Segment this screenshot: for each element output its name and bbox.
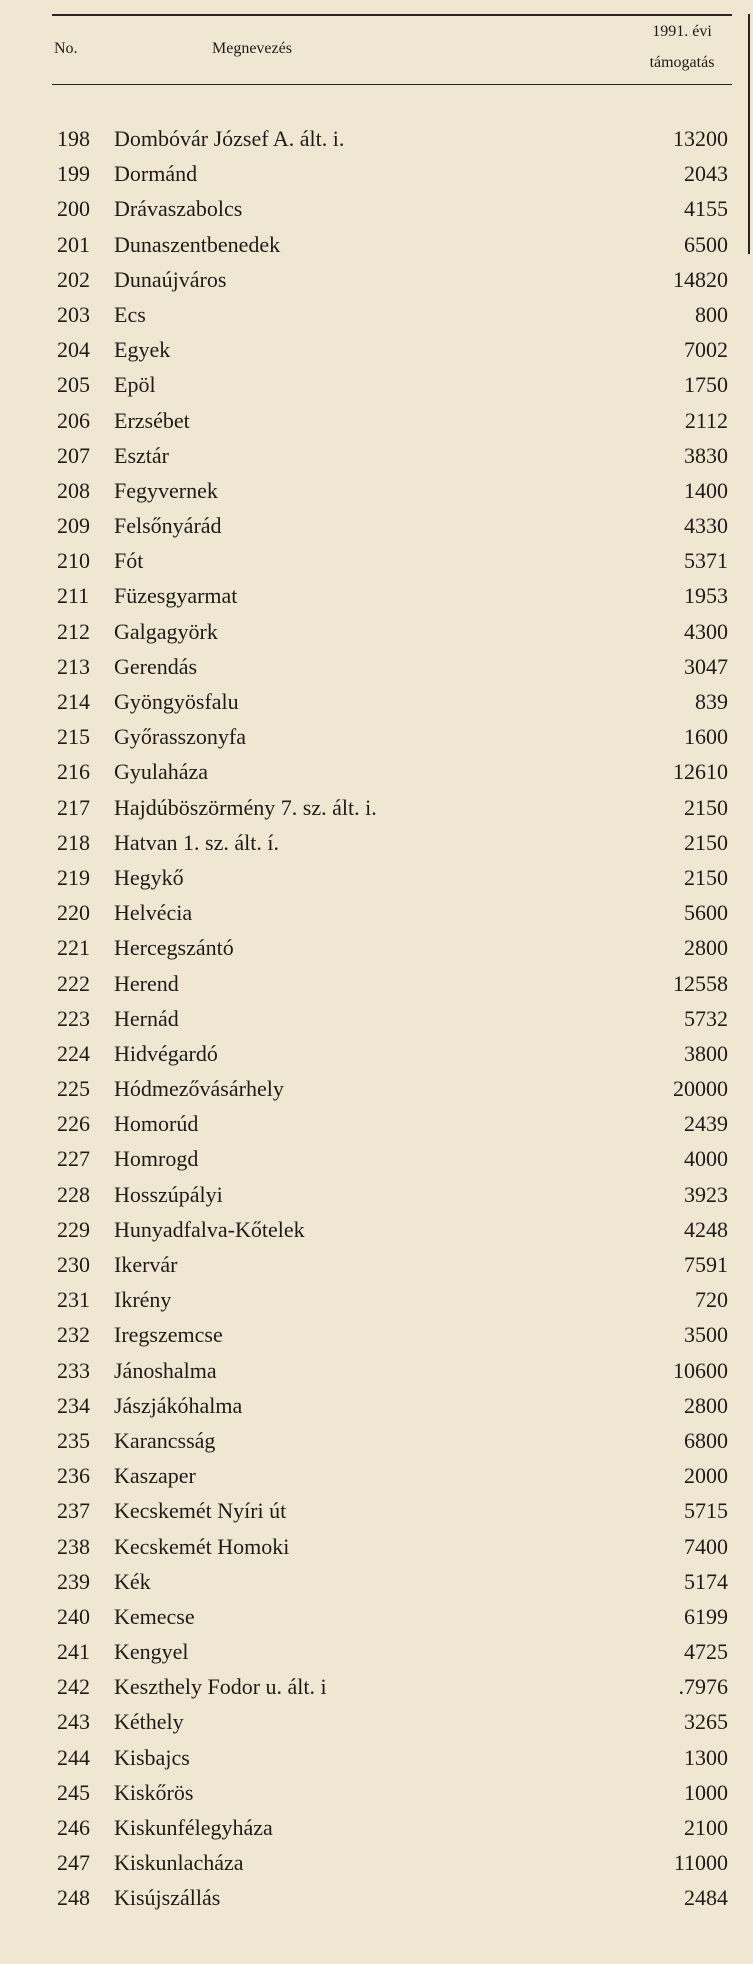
table-row	[0, 1317, 753, 1352]
row-number: 240	[57, 1603, 90, 1629]
row-name: Fót	[114, 548, 144, 574]
row-amount: 3923	[684, 1181, 728, 1207]
row-name: Kisbajcs	[114, 1744, 190, 1770]
row-name: Dunaújváros	[114, 266, 227, 292]
row-number: 214	[57, 689, 90, 714]
row-name: Dunaszentbenedek	[114, 231, 281, 257]
table-row	[0, 297, 753, 332]
table-row	[0, 332, 753, 367]
table-row	[0, 121, 753, 156]
row-amount: 720	[695, 1287, 728, 1313]
row-name: Kisújszállás	[114, 1885, 221, 1911]
row-amount: 7002	[684, 337, 728, 363]
row-name: Hajdúböszörmény 7. sz. ált. i.	[114, 794, 377, 820]
table-row	[0, 1353, 753, 1388]
table-row	[0, 895, 753, 930]
table-row	[0, 1001, 753, 1036]
row-name: Kengyel	[114, 1639, 189, 1665]
row-number: 202	[57, 266, 90, 292]
table-row	[0, 1212, 753, 1247]
row-name: Kaszaper	[114, 1463, 196, 1489]
table-row	[0, 684, 753, 719]
row-amount: 7591	[684, 1252, 728, 1277]
row-name: Iregszemcse	[114, 1322, 223, 1348]
table-row	[0, 508, 753, 543]
row-number: 204	[57, 337, 90, 363]
row-amount: 1600	[684, 724, 728, 750]
row-number: 220	[57, 900, 90, 926]
row-amount: 3047	[684, 653, 728, 679]
column-header-amount-line2: támogatás	[649, 54, 715, 71]
table-row	[0, 754, 753, 789]
row-name: Galgagyörk	[114, 618, 218, 644]
row-number: 241	[57, 1639, 90, 1665]
table-row	[0, 825, 753, 860]
row-amount: 1300	[684, 1744, 728, 1770]
row-number: 200	[57, 196, 90, 222]
row-number: 234	[57, 1392, 90, 1418]
row-amount: 2000	[684, 1463, 728, 1489]
row-name: Jánoshalma	[114, 1357, 217, 1383]
row-amount: 3830	[684, 442, 728, 468]
row-name: Esztár	[114, 442, 169, 468]
row-name: Hosszúpályi	[114, 1181, 223, 1207]
row-number: 232	[57, 1322, 90, 1348]
row-name: Kiskunfélegyháza	[114, 1815, 273, 1840]
row-number: 233	[57, 1357, 90, 1383]
table-row	[0, 156, 753, 191]
row-amount: 20000	[673, 1076, 728, 1102]
row-amount: 2043	[684, 161, 728, 187]
row-amount: 3500	[684, 1322, 728, 1348]
row-amount: 2100	[684, 1815, 728, 1840]
row-number: 213	[57, 653, 90, 679]
row-number: 221	[57, 935, 90, 961]
table-row	[0, 1740, 753, 1775]
column-header-name: Megnevezés	[212, 40, 292, 57]
row-number: 216	[57, 759, 90, 785]
column-header-amount-line1: 1991. évi	[652, 23, 712, 40]
table-row	[0, 930, 753, 965]
row-amount: 3265	[684, 1709, 728, 1735]
row-name: Hegykő	[114, 864, 184, 890]
row-amount: 2150	[684, 829, 728, 855]
row-number: 226	[57, 1111, 90, 1137]
row-name: Gyöngyösfalu	[114, 689, 239, 714]
table-row	[0, 1634, 753, 1669]
row-name: Kiskunlacháza	[114, 1850, 244, 1876]
row-number: 198	[57, 126, 90, 151]
table-row	[0, 1564, 753, 1599]
row-name: Epöl	[114, 372, 156, 398]
row-number: 231	[57, 1287, 90, 1313]
row-amount: 13200	[673, 126, 728, 151]
column-header-no: No.	[54, 40, 78, 57]
row-number: 247	[57, 1850, 90, 1876]
row-amount: 10600	[673, 1357, 728, 1383]
row-name: Felsőnyárád	[114, 513, 222, 539]
table-row	[0, 719, 753, 754]
row-number: 207	[57, 442, 90, 468]
row-amount: 12558	[673, 970, 728, 996]
table-row	[0, 1529, 753, 1564]
table-row	[0, 1458, 753, 1493]
row-amount: 2439	[684, 1111, 728, 1137]
row-name: Egyek	[114, 337, 171, 363]
row-amount: 2800	[684, 1392, 728, 1418]
row-number: 225	[57, 1076, 90, 1102]
row-number: 206	[57, 407, 90, 433]
row-number: 201	[57, 231, 90, 257]
row-number: 208	[57, 477, 90, 503]
table-row	[0, 1845, 753, 1880]
row-number: 219	[57, 864, 90, 890]
row-name: Erzsébet	[114, 407, 190, 433]
table-row	[0, 1247, 753, 1282]
row-amount: 2150	[684, 864, 728, 890]
table-row	[0, 191, 753, 226]
row-number: 210	[57, 548, 90, 574]
row-amount: 6800	[684, 1427, 728, 1453]
row-name: Győrasszonyfa	[114, 724, 246, 750]
row-amount: 5715	[684, 1498, 728, 1524]
row-name: Ikervár	[114, 1252, 178, 1277]
table-row	[0, 966, 753, 1001]
row-name: Karancsság	[114, 1427, 216, 1453]
table-row	[0, 1880, 753, 1915]
row-number: 229	[57, 1216, 90, 1242]
table-row	[0, 578, 753, 613]
table-row	[0, 262, 753, 297]
row-amount: 4000	[684, 1146, 728, 1172]
table-row	[0, 1071, 753, 1106]
row-name: Kemecse	[114, 1603, 195, 1629]
row-name: Gyulaháza	[114, 759, 209, 785]
row-name: Homorúd	[114, 1111, 199, 1137]
row-amount: 2484	[684, 1885, 728, 1911]
row-amount: 12610	[673, 759, 728, 785]
row-name: Helvécia	[114, 900, 193, 926]
row-amount: 2112	[684, 407, 728, 433]
row-name: Ecs	[114, 301, 146, 327]
table-row	[0, 1775, 753, 1810]
row-number: 215	[57, 724, 90, 750]
row-number: 246	[57, 1815, 90, 1840]
row-number: 235	[57, 1427, 90, 1453]
row-amount: 3800	[684, 1040, 728, 1066]
row-name: Hódmezővásárhely	[114, 1076, 284, 1102]
row-number: 244	[57, 1744, 90, 1770]
row-amount: 5600	[684, 900, 728, 926]
row-number: 205	[57, 372, 90, 398]
row-amount: 1000	[684, 1779, 728, 1805]
row-number: 217	[57, 794, 90, 820]
row-amount: 4248	[684, 1216, 728, 1242]
row-name: Keszthely Fodor u. ált. i	[114, 1674, 327, 1700]
row-amount: 4725	[684, 1639, 728, 1665]
row-name: Jászjákóhalma	[114, 1392, 243, 1418]
row-number: 242	[57, 1674, 90, 1700]
table-row	[0, 860, 753, 895]
row-name: Herend	[114, 970, 179, 996]
row-number: 230	[57, 1252, 90, 1277]
row-name: Dormánd	[114, 161, 198, 187]
row-amount: 5371	[684, 548, 728, 574]
row-amount: 1400	[684, 477, 728, 503]
row-number: 243	[57, 1709, 90, 1735]
row-amount: 7400	[684, 1533, 728, 1559]
row-amount: 5174	[684, 1568, 728, 1594]
row-name: Hunyadfalva-Kőtelek	[114, 1216, 305, 1242]
row-number: 203	[57, 301, 90, 327]
row-number: 237	[57, 1498, 90, 1524]
table-row	[0, 227, 753, 262]
row-number: 248	[57, 1885, 90, 1911]
table-row	[0, 1388, 753, 1423]
row-name: Kék	[114, 1568, 151, 1594]
table-body	[0, 121, 753, 1916]
table-row	[0, 543, 753, 578]
row-amount: 5732	[684, 1005, 728, 1031]
row-number: 212	[57, 618, 90, 644]
table-row	[0, 1669, 753, 1704]
row-number: 245	[57, 1779, 90, 1805]
row-name: Ikrény	[114, 1287, 172, 1313]
row-name: Kecskemét Homoki	[114, 1533, 290, 1559]
row-number: 222	[57, 970, 90, 996]
row-number: 211	[57, 583, 90, 609]
row-name: Gerendás	[114, 653, 198, 679]
table-row	[0, 367, 753, 402]
row-number: 224	[57, 1040, 90, 1066]
row-amount: 800	[695, 301, 728, 327]
table-row	[0, 790, 753, 825]
table-row	[0, 1704, 753, 1739]
table-row	[0, 403, 753, 438]
row-name: Hernád	[114, 1005, 179, 1031]
row-amount: 4155	[684, 196, 728, 222]
row-number: 239	[57, 1568, 90, 1594]
top-rule	[52, 14, 732, 16]
row-name: Fegyvernek	[114, 477, 218, 503]
row-amount: 4330	[684, 513, 728, 539]
row-name: Drávaszabolcs	[114, 196, 243, 222]
row-number: 218	[57, 829, 90, 855]
row-name: Hercegszántó	[114, 935, 234, 961]
table-row	[0, 1106, 753, 1141]
table-row	[0, 473, 753, 508]
row-number: 227	[57, 1146, 90, 1172]
table-row	[0, 1423, 753, 1458]
header-rule	[52, 84, 732, 85]
row-number: 199	[57, 161, 90, 187]
row-amount: 4300	[684, 618, 728, 644]
row-name: Kéthely	[114, 1709, 184, 1735]
table-row	[0, 1810, 753, 1845]
row-amount: .7976	[678, 1674, 728, 1700]
row-amount: 2800	[684, 935, 728, 961]
row-amount: 839	[695, 689, 728, 714]
table-row	[0, 1282, 753, 1317]
row-name: Kiskőrös	[114, 1779, 194, 1805]
row-amount: 1953	[684, 583, 728, 609]
table-row	[0, 1177, 753, 1212]
row-amount: 6199	[684, 1603, 728, 1629]
table-row	[0, 1493, 753, 1528]
table-row	[0, 1036, 753, 1071]
row-name: Kecskemét Nyíri út	[114, 1498, 287, 1524]
row-name: Hidvégardó	[114, 1040, 218, 1066]
row-amount: 2150	[684, 794, 728, 820]
row-amount: 1750	[684, 372, 728, 398]
table-row	[0, 649, 753, 684]
row-name: Füzesgyarmat	[114, 583, 238, 609]
row-name: Hatvan 1. sz. ált. í.	[114, 829, 279, 855]
row-number: 223	[57, 1005, 90, 1031]
row-name: Dombóvár József A. ált. i.	[114, 126, 345, 151]
row-amount: 14820	[673, 266, 728, 292]
row-amount: 6500	[684, 231, 728, 257]
row-name: Homrogd	[114, 1146, 199, 1172]
table-row	[0, 1141, 753, 1176]
table-row	[0, 1599, 753, 1634]
table-row	[0, 438, 753, 473]
row-number: 209	[57, 513, 90, 539]
table-row	[0, 614, 753, 649]
row-number: 238	[57, 1533, 90, 1559]
row-amount: 11000	[673, 1850, 728, 1876]
row-number: 228	[57, 1181, 90, 1207]
row-number: 236	[57, 1463, 90, 1489]
